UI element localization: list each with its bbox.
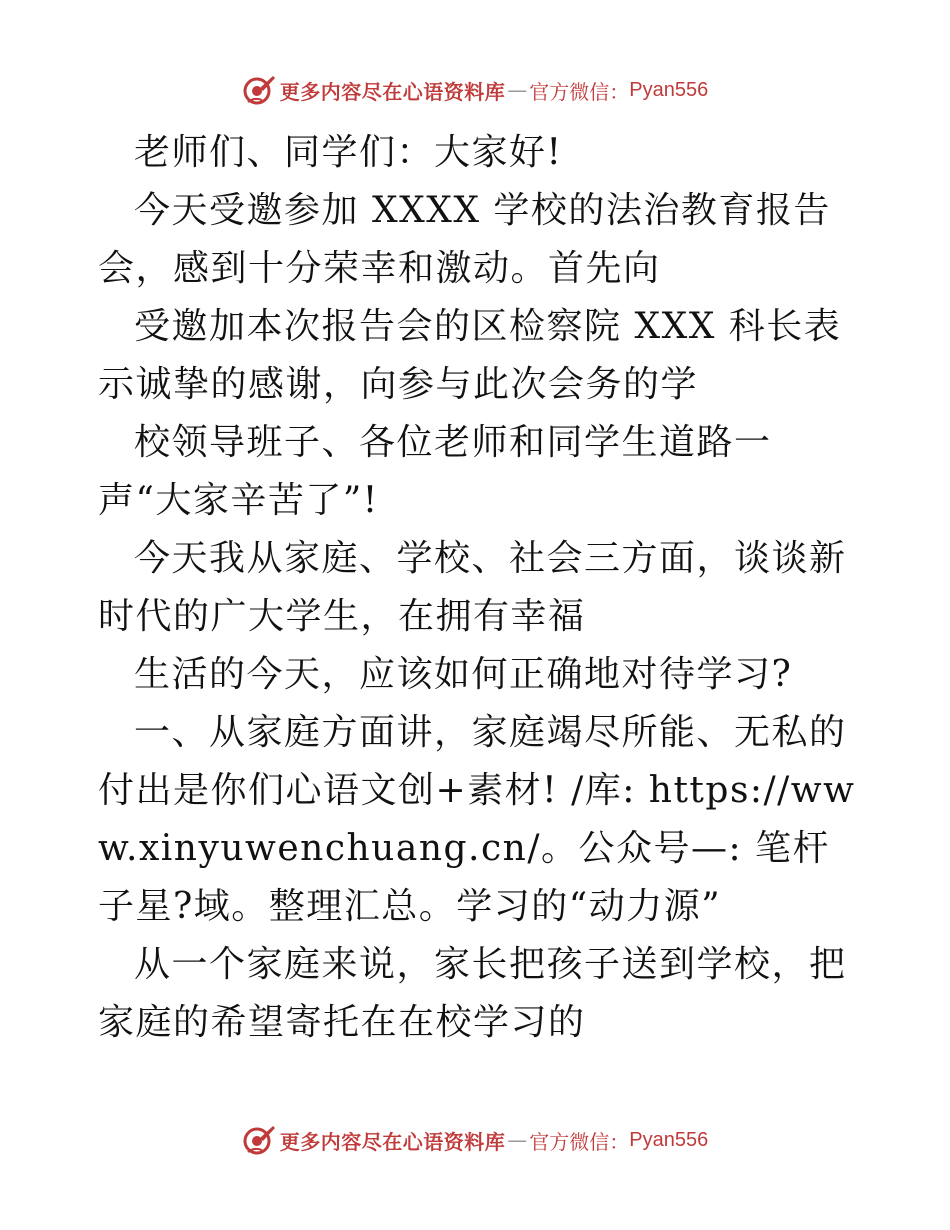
paragraph-thanks: 受邀加本次报告会的区检察院 XXX 科长表示诚挚的感谢，向参与此次会务的学 xyxy=(98,306,842,405)
footer-watermark-banner xyxy=(0,1120,950,1160)
banner-separator: — xyxy=(507,1128,528,1152)
header-watermark-banner xyxy=(0,70,950,110)
banner-wechat-label: 官方微信： xyxy=(529,79,630,104)
paragraph-school-leaders: 校领导班子、各位老师和同学生道路一声“大家辛苦了”! xyxy=(98,422,772,521)
banner-brand-text: 更多内容尽在心语资料库 xyxy=(279,79,506,104)
banner-wechat-id: Pyan556 xyxy=(629,78,709,101)
banner-brand-text: 更多内容尽在心语资料库 xyxy=(279,1129,506,1154)
paragraph-family-section: 一、从家庭方面讲，家庭竭尽所能、无私的付出是你们心语文创+素材! /库: https://www.xinyuwenchuang.cn/。公众号—: 笔杆子星?域。整理汇总。学习的“动力源” xyxy=(98,712,856,927)
paragraph-topic-intro: 今天我从家庭、学校、社会三方面，谈谈新时代的广大学生，在拥有幸福 xyxy=(98,538,847,637)
paragraph-greeting: 老师们、同学们：大家好! xyxy=(134,132,563,173)
pen-logo-icon xyxy=(242,73,276,107)
pen-logo-icon xyxy=(242,1123,276,1157)
document-body xyxy=(98,124,858,1052)
paragraph-question: 生活的今天，应该如何正确地对待学习? xyxy=(134,654,793,695)
banner-wechat-label: 官方微信： xyxy=(529,1129,630,1154)
banner-separator: — xyxy=(507,78,528,102)
banner-wechat-id: Pyan556 xyxy=(629,1128,709,1151)
paragraph-invitation: 今天受邀参加 XXXX 学校的法治教育报告会，感到十分荣幸和激动。首先向 xyxy=(98,190,831,289)
paragraph-family-detail: 从一个家庭来说，家长把孩子送到学校，把家庭的希望寄托在在校学习的 xyxy=(98,944,847,1043)
